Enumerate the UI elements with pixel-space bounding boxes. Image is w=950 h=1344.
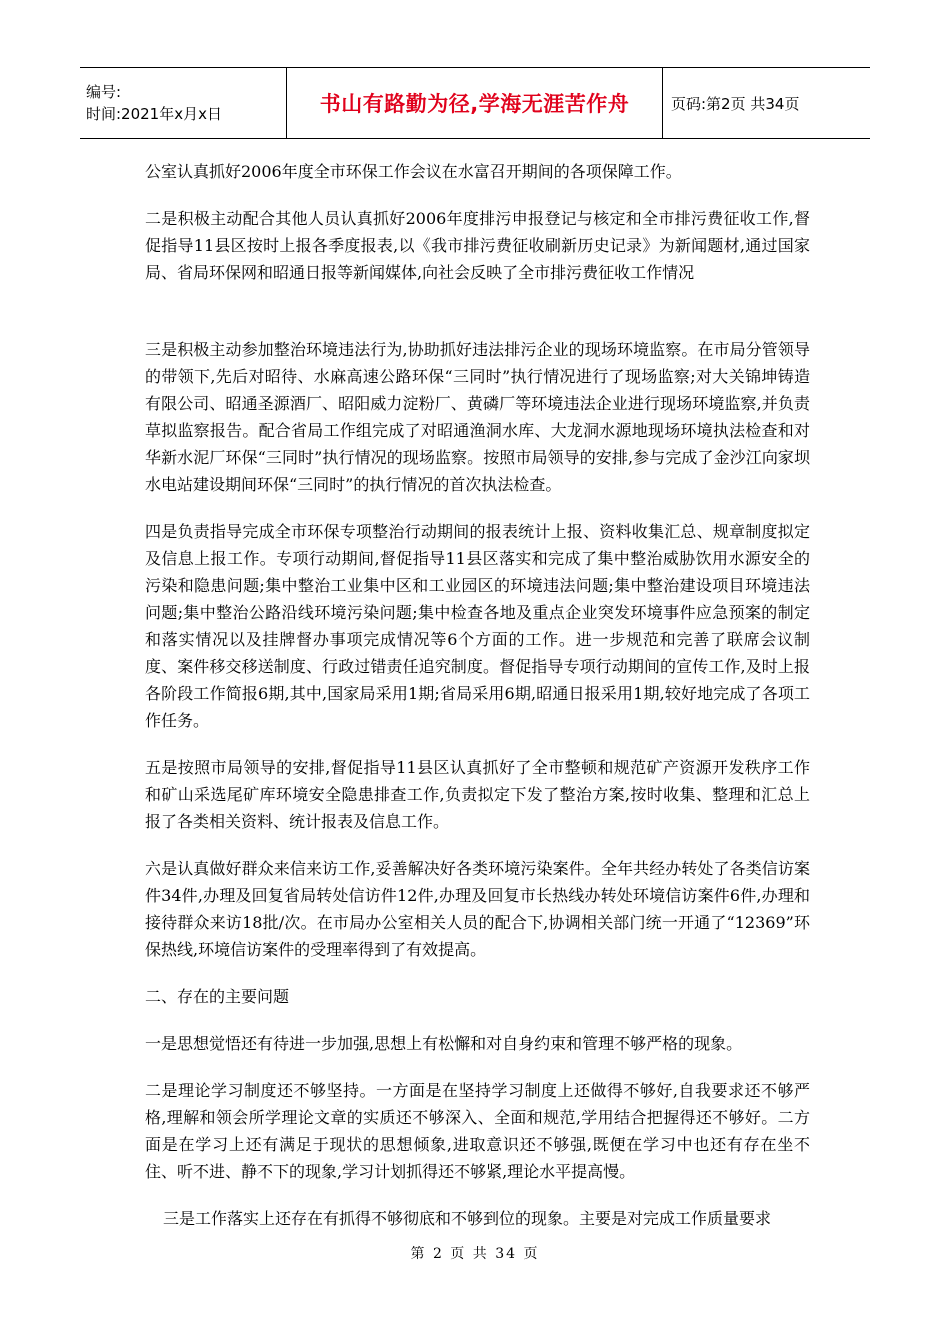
document-number-label: 编号: [86,83,122,101]
document-header [80,67,870,139]
document-date: 时间:2021年x月x日 [86,105,222,123]
paragraph: 三是积极主动参加整治环境违法行为,协助抓好违法排污企业的现场环境监察。在市局分管领导的带领下,先后对昭待、水麻高速公路环保“三同时”执行情况进行了现场监察;对大关锦坤铸造有限公司、昭通圣源酒厂、昭阳威力淀粉厂、黄磷厂等环境违法企业进行现场环境监察,并负责草拟监察报告。配合省局工作组完成了对昭通渔洞水库、大龙洞水源地现场环境执法检查和对华新水泥厂环保“三同时”执行情况的现场监察。按照市局领导的安排,参与完成了金沙江向家坝水电站建设期间环保“三同时”的执行情况的首次执法检查。 [145,340,810,494]
paragraph: 三是工作落实上还存在有抓得不够彻底和不够到位的现象。主要是对完成工作质量要求 [163,1209,772,1228]
paragraph: 二是理论学习制度还不够坚持。一方面是在坚持学习制度上还做得不够好,自我要求还不够严格,理解和领会所学理论文章的实质还不够深入、全面和规范,学用结合把握得还不够好。二方面是在学习上还有满足于现状的思想倾象,进取意识还不够强,既便在学习中也还有存在坐不住、听不进、静不下的现象,学习计划抓得还不够紧,理论水平提高慢。 [145,1081,810,1181]
header-page-info: 页码:第2页 共34页 [671,94,800,113]
paragraph: 六是认真做好群众来信来访工作,妥善解决好各类环境污染案件。全年共经办转处了各类信访案件34件,办理及回复省局转处信访件12件,办理及回复市长热线办转处环境信访案件6件,办理和接待群众来访18批/次。在市局办公室相关人员的配合下,协调相关部门统一开通了“12369”环保热线,环境信访案件的受理率得到了有效提高。 [145,859,810,959]
paragraph: 四是负责指导完成全市环保专项整治行动期间的报表统计上报、资料收集汇总、规章制度拟定及信息上报工作。专项行动期间,督促指导11县区落实和完成了集中整治威胁饮用水源安全的污染和隐患问题;集中整治工业集中区和工业园区的环境违法问题;集中整治建设项目环境违法问题;集中整治公路沿线环境污染问题;集中检查各地及重点企业突发环境事件应急预案的制定和落实情况以及挂牌督办事项完成情况等6个方面的工作。进一步规范和完善了联席会议制度、案件移交移送制度、行政过错责任追究制度。督促指导专项行动期间的宣传工作,及时上报各阶段工作简报6期,其中,国家局采用1期;省局采用6期,昭通日报采用1期,较好地完成了各项工作任务。 [145,522,810,730]
paragraph: 五是按照市局领导的安排,督促指导11县区认真抓好了全市整顿和规范矿产资源开发秩序工作和矿山采选尾矿库环境安全隐患排查工作,负责拟定下发了整治方案,按时收集、整理和汇总上报了各类相关资料、统计报表及信息工作。 [145,758,810,831]
section-heading: 二、存在的主要问题 [145,987,290,1006]
paragraph: 一是思想觉悟还有待进一步加强,思想上有松懈和对自身约束和管理不够严格的现象。 [145,1034,743,1053]
header-page-cell [663,68,870,138]
header-meta [80,68,287,138]
document-body [145,158,810,1232]
header-motto-cell [287,68,663,138]
page-footer: 第 2 页 共 34 页 [410,1246,540,1262]
header-motto: 书山有路勤为径,学海无涯苦作舟 [319,92,630,116]
paragraph: 公室认真抓好2006年度全市环保工作会议在水富召开期间的各项保障工作。 [145,162,682,181]
paragraph: 二是积极主动配合其他人员认真抓好2006年度排污申报登记与核定和全市排污费征收工作,督促指导11县区按时上报各季度报表,以《我市排污费征收刷新历史记录》为新闻题材,通过国家局、省局环保网和昭通日报等新闻媒体,向社会反映了全市排污费征收工作情况 [145,209,810,282]
